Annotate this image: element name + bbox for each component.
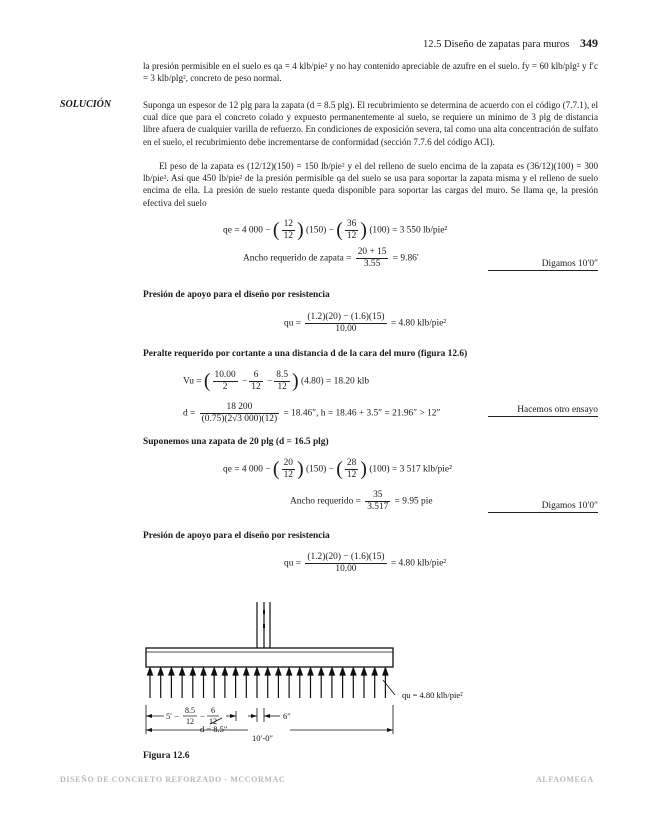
equation-qu-2: qu = $\frac{(1.2)(20) - (1.6)(15)}{10.00}$ = 4.80 klb/pie² <box>284 552 447 574</box>
pressure-arrowhead <box>212 668 217 675</box>
pressure-arrowhead <box>265 668 270 675</box>
footer-book-title: DISEÑO DE CONCRETO REFORZADO - MCCORMAC <box>60 775 286 784</box>
svg-text:8.5: 8.5 <box>185 706 195 715</box>
equation-vu: Vu = ( $\frac{10.00}{2}$ − $\frac{6}{12}$ − $\frac{8.5}{12}$ ) (4.80) = 18.20 klb <box>183 370 370 392</box>
equation-ancho-1: Ancho requerido de zapata = $\frac{20 + 15}{3.55}$ = 9.86′ <box>243 247 419 269</box>
intro-paragraph: la presión permisible en el suelo es qa = 4 klb/pie² y no hay contenido apreciable de azufre en el suelo. fy = 60 klb/plg² y f′c = 3 klb/plg², concreto de peso normal. <box>143 61 598 84</box>
equation-qe-2: qe = 4 000 − ( $\frac{20}{12}$ ) (150) − ( $\frac{28}{12}$ ) (100) = 3 517 klb/pie² <box>223 458 452 480</box>
solution-paragraph-2: El peso de la zapata es (12/12)(150) = 150 lb/pie² y el del relleno de suelo encima de la zapata es (36/12)(100) = 300 lb/pie². Así que 450 lb/pie² de la presión permisible qa del suelo se usa para soportar la zapata misma y el relleno de suelo encima de ella. La presión de suelo restante queda disponible para soportar las cargas del muro. Se llama qe, la presión efectiva del suelo <box>143 161 598 208</box>
pressure-arrowhead <box>190 668 195 675</box>
pressure-arrowhead <box>201 668 206 675</box>
wall <box>257 602 270 648</box>
pressure-arrowhead <box>362 668 367 675</box>
dim-5ft: 5′ − <box>166 711 180 721</box>
running-head <box>0 36 598 51</box>
pressure-arrowhead <box>244 668 249 675</box>
pressure-arrowhead <box>180 668 185 675</box>
pressure-arrowhead <box>340 668 345 675</box>
solution-paragraph-1: Suponga un espesor de 12 plg para la zapata (d = 8.5 plg). El recubrimiento se determina de acuerdo con el código (7.7.1), el cual dice que para el concreto colado y expuesto permanentemente al suelo, se requiere un mínimo de 3 plg de distancia libre afuera de cualquier varilla de refuerzo. En condiciones de exposición severa, tal como una alta concentración de sulfato en el suelo, el recubrimiento debe incrementarse de conformidad (sección 7.7.6 del código ACI). <box>143 100 598 147</box>
figure-caption: Figura 12.6 <box>143 751 190 761</box>
pressure-arrowhead <box>351 668 356 675</box>
dim-6in: 6″ <box>283 711 291 721</box>
equation-d: d = $\frac{18 200}{(0.75)(2√3 000)(12)}$ = 18.46″, h = 18.46 + 3.5″ = 21.96″ > 12″ <box>183 402 441 424</box>
pressure-arrowhead <box>169 668 174 675</box>
pressure-arrowhead <box>287 668 292 675</box>
svg-text:12: 12 <box>209 717 217 726</box>
digamos-2: Digamos 10′0″ <box>488 500 598 513</box>
dim-total: 10′-0″ <box>252 733 273 743</box>
dim-d: d = 8.5″ <box>200 724 228 734</box>
pressure-arrowhead <box>372 668 377 675</box>
equation-qe-1: qe = 4 000 − ( $\frac{12}{12}$ ) (150) − ( $\frac{36}{12}$ ) (100) = 3 550 lb/pie² <box>223 219 448 241</box>
dimension-lines <box>146 705 393 734</box>
solution-label: SOLUCIÓN <box>60 99 112 110</box>
footer-publisher: ALFAOMEGA <box>536 775 594 784</box>
heading-presion-1: Presión de apoyo para el diseño por resistencia <box>143 290 330 300</box>
svg-text:12: 12 <box>186 717 194 726</box>
pressure-arrowhead <box>222 668 227 675</box>
dimension-arrowheads <box>146 714 393 732</box>
heading-suponemos: Suponemos una zapata de 20 plg (d = 16.5 plg) <box>143 437 329 447</box>
otro-ensayo: Hacemos otro ensayo <box>488 404 598 417</box>
section-title: 12.5 Diseño de zapatas para muros <box>423 39 570 50</box>
soil-pressure-arrows <box>148 668 388 698</box>
equation-qu-1: qu = $\frac{(1.2)(20) - (1.6)(15)}{10.00}$ = 4.80 klb/pie² <box>284 312 447 334</box>
pressure-arrowhead <box>158 668 163 675</box>
pressure-arrowhead <box>297 668 302 675</box>
footing <box>146 648 393 667</box>
svg-text:6: 6 <box>211 706 215 715</box>
qu-label: qu = 4.80 klb/pie² <box>402 690 463 700</box>
heading-peralte: Peralte requerido por cortante a una distancia d de la cara del muro (figura 12.6) <box>143 349 468 359</box>
pressure-arrowhead <box>383 668 388 675</box>
heading-presion-2: Presión de apoyo para el diseño por resistencia <box>143 531 330 541</box>
page-number: 349 <box>580 36 598 50</box>
pressure-arrowhead <box>319 668 324 675</box>
pressure-arrowhead <box>148 668 153 675</box>
pressure-arrowhead <box>233 668 238 675</box>
figure-12-6 <box>140 600 500 748</box>
svg-text:−: − <box>200 711 205 721</box>
pressure-arrowhead <box>308 668 313 675</box>
pressure-arrowhead <box>329 668 334 675</box>
digamos-1: Digamos 10′0″ <box>488 258 598 271</box>
pressure-arrowhead <box>276 668 281 675</box>
pressure-arrowhead <box>255 668 260 675</box>
equation-ancho-2: Ancho requerido = $\frac{35}{3.517}$ = 9.95 pie <box>290 490 433 512</box>
